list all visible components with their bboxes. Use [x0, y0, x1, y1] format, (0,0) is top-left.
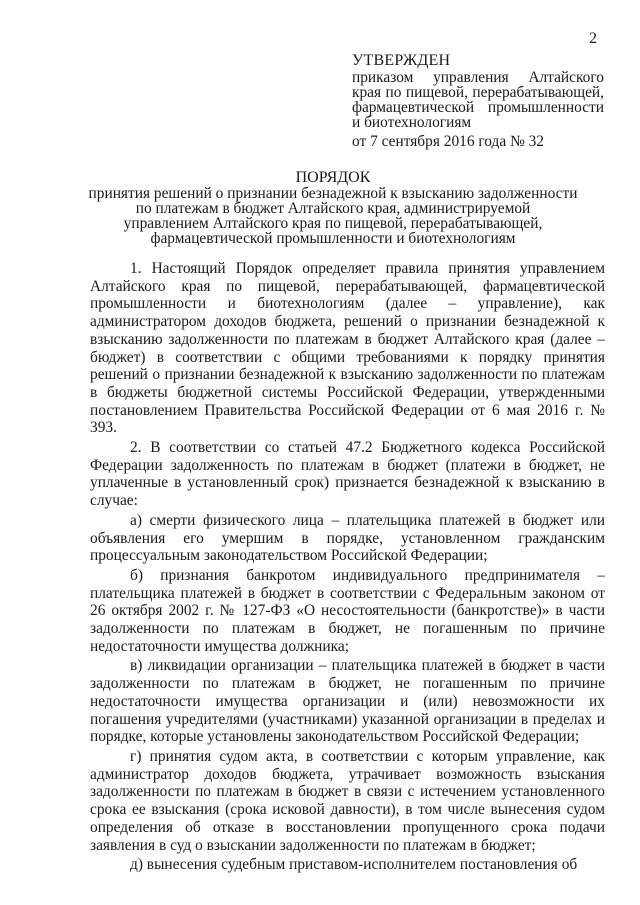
approval-line: края по пищевой, перерабатывающей, — [352, 84, 604, 101]
paragraph-2g: г) принятия судом акта, в соответствии с которым управление, как администратор доходов бюджета, утрачивает возможность взыскания задолженности по платежам в бюджет в связи с истечением установленного срока ее взыскания (срока исковой давности), в том числе вынесения судом определения об отказе в восстановлении пропущенного срока подачи заявления в суд о взыскании задолженности по платежам в бюджет; — [90, 747, 605, 854]
page-number: 2 — [589, 30, 597, 47]
document-subtitle-line: фармацевтической промышленности и биотехнологиям — [150, 230, 516, 247]
paragraph-2v: в) ликвидации организации – плательщика платежей в бюджет в части задолженности по платежам в бюджет, не погашенным по причине недостаточности имущества организации и (или) невозможности их погашения учредителями (участниками) указанной организации в пределах и порядке, которые установлены законодательством Российской Федерации; — [90, 657, 605, 746]
approval-line: и биотехнологиям — [352, 114, 472, 131]
approval-date: от 7 сентября 2016 года № 32 — [352, 133, 544, 150]
paragraph-1: 1. Настоящий Порядок определяет правила принятия управлением Алтайского края по пищевой, перерабатывающей, фармацевтической промышленности и биотехнологиям (далее – управление), как администратором доходов бюджета, решений о признании безнадежной к взысканию задолженности по платежам в бюджет Алтайского края (далее – бюджет) в соответствии с общими требованиями к порядку принятия решений о признании безнадежной к взысканию задолженности по платежам в бюджеты бюджетной системы Российской Федерации, утвержденными постановлением Правительства Российской Федерации от 6 мая 2016 г. № 393. — [90, 260, 605, 437]
document-subtitle-line: по платежам в бюджет Алтайского края, администрируемой — [135, 200, 531, 217]
approval-line: приказом управления Алтайского — [352, 69, 604, 86]
document-subtitle-line: принятия решений о признании безнадежной к взысканию задолженности — [88, 185, 578, 202]
document-subtitle-line: управлением Алтайского края по пищевой, перерабатывающей, — [123, 215, 543, 232]
paragraph-2: 2. В соответствии со статьей 47.2 Бюджетного кодекса Российской Федерации задолженность по платежам в бюджет (платежи в бюджет, не уплаченные в установленный срок) признается безнадежной к взысканию в случае: — [90, 439, 605, 510]
document-title: ПОРЯДОК — [295, 169, 371, 186]
paragraph-2a: а) смерти физического лица – плательщика платежей в бюджет или объявления его умершим в порядке, установленном гражданским процессуальным законодательством Российской Федерации; — [90, 511, 605, 565]
approval-line: фармацевтической промышленности — [352, 99, 604, 116]
approval-heading: УТВЕРЖДЕН — [352, 52, 451, 69]
document-title-block — [88, 170, 578, 246]
approval-block — [352, 53, 604, 149]
paragraph-2d: д) вынесения судебным приставом-исполнителем постановления об — [130, 856, 578, 874]
paragraph-2b: б) признания банкротом индивидуального предпринимателя – плательщика платежей в бюджет в соответствии с Федеральным законом от 26 октября 2002 г. № 127-ФЗ «О несостоятельности (банкротстве)» в части задолженности по платежам в бюджет, не погашенным по причине недостаточности имущества должника; — [90, 566, 605, 655]
document-body — [90, 260, 605, 874]
